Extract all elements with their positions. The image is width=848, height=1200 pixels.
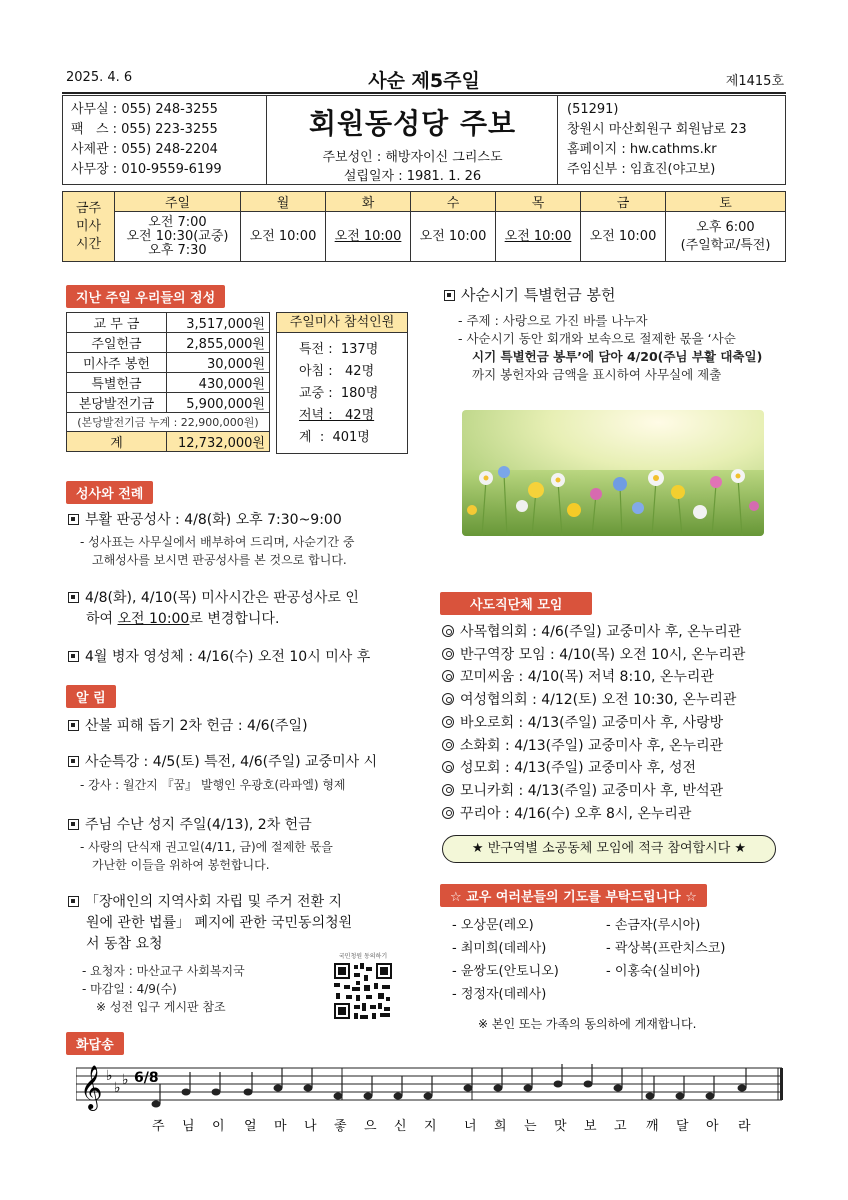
bullet-circle-icon: [442, 807, 454, 819]
tuesday-time: 오전 10:00: [326, 212, 411, 262]
pastor-name: 주임신부 : 임효진(야고보): [567, 162, 716, 177]
offering-label: 미사주 봉헌: [67, 353, 167, 373]
day-sunday: 주일: [115, 192, 241, 212]
lent-offering-body: [458, 312, 788, 384]
attendance-morning: 아침 : 42명: [299, 364, 375, 379]
lent-desc-line-3: 까지 봉헌자와 금액을 표시하여 사무실에 제출: [472, 367, 722, 382]
mass-schedule-table: [62, 191, 786, 262]
sacrament-item-3: [68, 647, 418, 668]
bullet-circle-icon: [442, 625, 454, 637]
offering-label: 특별헌금: [67, 373, 167, 393]
day-monday: 월: [241, 192, 326, 212]
notice-item-2-detail: [80, 776, 420, 794]
mass-change-post: 로 변경합니다.: [189, 611, 280, 627]
fasting-note-2: 가난한 이들을 위하여 봉헌합니다.: [92, 858, 270, 872]
table-row: [67, 313, 270, 333]
lyric-syllable: 마: [274, 1119, 287, 1134]
street-address: 창원시 마산회원구 회원남로 23: [567, 122, 747, 137]
sacrament-item-1: [68, 510, 418, 531]
lyric-syllable: 지: [424, 1119, 437, 1134]
attendance-total: 계 : 401명: [299, 430, 370, 445]
issue-date: 2025. 4. 6: [66, 70, 133, 85]
petition-line-1: 「장애인의 지역사회 자립 및 주거 전환 지: [85, 894, 343, 910]
list-item: - 곽상복(프란치스코): [606, 941, 726, 956]
psalm-notes: [152, 1064, 747, 1108]
lecture-speaker: - 강사 : 월간지 『꿈』 발행인 우광호(라파엘) 형제: [80, 778, 346, 792]
list-item: - 최미희(데레사): [452, 941, 547, 956]
spring-flowers-image: [462, 410, 764, 536]
petition-line-2: 원에 관한 법률」 폐지에 관한 국민동의청원: [86, 915, 353, 931]
group-meeting: 사목협의회 : 4/6(주일) 교중미사 후, 온누리관: [460, 624, 742, 640]
attendance-main: 교중 : 180명: [299, 386, 379, 401]
notice-item-1: [68, 716, 418, 737]
list-item: [442, 803, 787, 826]
lyric-syllable: 얼: [244, 1119, 257, 1134]
bullet-square-icon: [68, 651, 79, 662]
lyric-syllable: 님: [182, 1119, 195, 1134]
music-note: [524, 1085, 533, 1092]
lyric-syllable: 희: [494, 1119, 507, 1134]
lyric-syllable: 고: [614, 1119, 627, 1134]
fasting-note-1: - 사랑의 단식재 권고일(4/11, 금)에 절제한 몫을: [80, 840, 333, 854]
website[interactable]: 홈페이지 : hw.cathms.kr: [567, 142, 717, 157]
music-note: [274, 1085, 283, 1092]
psalm-music-staff: [76, 1058, 786, 1148]
bullet-circle-icon: [442, 761, 454, 773]
attendance-evening: 저녁 : 42명: [299, 408, 375, 423]
bullet-circle-icon: [442, 784, 454, 796]
treble-clef-icon: 𝄞: [80, 1065, 103, 1109]
prayer-heading: [440, 884, 707, 907]
group-meeting: 소화회 : 4/13(주일) 교중미사 후, 온누리관: [460, 737, 724, 754]
sacrament-item-1-detail: [80, 533, 420, 569]
offering-value: 30,000원: [167, 353, 270, 373]
bullet-square-icon: [68, 819, 79, 830]
lyric-syllable: 으: [364, 1119, 377, 1134]
music-note: [584, 1081, 593, 1088]
sick-communion: 4월 병자 영성체 : 4/16(수) 오전 10시 미사 후: [85, 649, 371, 665]
petition-line-3: 서 동참 요청: [86, 936, 163, 952]
bullet-square-icon: [444, 290, 455, 301]
wednesday-time: 오전 10:00: [411, 212, 496, 262]
mass-change-time: 오전 10:00: [117, 611, 190, 627]
parish-title: 회원동성당 주보: [308, 107, 517, 140]
lyric-syllable: 이: [212, 1119, 225, 1134]
attendance-heading: 주일미사 참석인원: [277, 313, 407, 333]
thursday-time: 오전 10:00: [496, 212, 581, 262]
prayer-list-right: [606, 914, 786, 983]
bullet-circle-icon: [442, 648, 454, 660]
notice-heading: [66, 685, 116, 708]
list-item: [442, 712, 787, 735]
music-note: [152, 1101, 161, 1108]
list-item: [442, 735, 787, 758]
group-meeting: 꼬미씨움 : 4/10(목) 저녁 8:10, 온누리관: [460, 669, 714, 686]
lent-heading-text: 사순시기 특별헌금 봉헌: [461, 286, 616, 304]
day-tuesday: 화: [326, 192, 411, 212]
lent-lecture: 사순특강 : 4/5(토) 특전, 4/6(주일) 교중미사 시: [85, 754, 378, 770]
masthead-box: [62, 95, 786, 185]
confession-detail-1: - 성사표는 사무실에서 배부하여 드리며, 사순기간 중: [80, 535, 355, 549]
notice-item-4-detail: [82, 962, 332, 1016]
table-row: [67, 413, 270, 432]
friday-time: 오전 10:00: [581, 212, 666, 262]
bullet-circle-icon: [442, 739, 454, 751]
music-note: [424, 1093, 433, 1100]
offering-value: 3,517,000원: [167, 313, 270, 333]
sacrament-heading: [66, 481, 153, 504]
offerings-heading-text: 지난 주일 우리들의 정성: [66, 285, 225, 308]
petition-reference: ※ 성전 입구 게시판 참조: [96, 1000, 226, 1014]
day-thursday: 목: [496, 192, 581, 212]
contact-list: [63, 96, 267, 184]
list-item: - 오상문(레오): [452, 918, 534, 933]
confession-schedule: 부활 판공성사 : 4/8(화) 오후 7:30~9:00: [85, 512, 342, 528]
lyric-syllable: 신: [394, 1119, 407, 1134]
group-meeting: 성모회 : 4/13(주일) 교중미사 후, 성전: [460, 760, 697, 777]
offerings-table: [66, 312, 270, 452]
mass-change-line-1: 4/8(화), 4/10(목) 미사시간은 판공성사로 인: [85, 590, 359, 606]
mass-schedule-label: 금주 미사 시간: [63, 192, 115, 262]
table-row: [67, 432, 270, 452]
notice-item-4: [68, 892, 418, 955]
table-row: [67, 393, 270, 413]
qr-label: 국민청원 동의하기: [338, 953, 388, 960]
bullet-square-icon: [68, 592, 79, 603]
bullet-circle-icon: [442, 693, 454, 705]
petition-deadline: - 마감일 : 4/9(수): [82, 982, 177, 996]
sacrament-item-2: [68, 588, 418, 630]
notice-item-3: [68, 815, 418, 836]
music-note: [182, 1089, 191, 1096]
notice-item-2: [68, 752, 428, 773]
lyric-syllable: 는: [524, 1119, 537, 1134]
lyric-syllable: 라: [738, 1119, 751, 1134]
founded-date: 설립일자 : 1981. 1. 26: [343, 169, 482, 184]
notice-item-3-detail: [80, 838, 420, 874]
group-meeting: 여성협의회 : 4/12(토) 오전 10:30, 온누리관: [460, 692, 737, 709]
contact-office: 사무실 : 055) 248-3255: [71, 102, 218, 117]
group-meeting: 꾸리아 : 4/16(수) 오후 8시, 온누리관: [460, 805, 692, 822]
small-community-banner: ★ 반구역별 소공동체 모임에 적극 참여합시다 ★: [442, 835, 776, 863]
lyric-syllable: 맛: [554, 1119, 567, 1134]
groups-list: [442, 621, 787, 825]
top-line: [62, 68, 786, 90]
lyric-syllable: 달: [676, 1119, 689, 1134]
saturday-time-2: (주일학교/특전): [680, 237, 771, 253]
qr-code-icon[interactable]: [332, 961, 394, 1021]
time-signature: 6/8: [134, 1070, 159, 1086]
groups-heading-text: 사도직단체 모임: [440, 592, 592, 615]
music-note: [364, 1093, 373, 1100]
list-item: [442, 666, 787, 689]
top-rule: [62, 92, 786, 94]
music-note: [494, 1085, 503, 1092]
day-friday: 금: [581, 192, 666, 212]
contact-secretary: 사무장 : 010-9559-6199: [71, 162, 222, 177]
list-item: [442, 780, 787, 803]
bullet-square-icon: [68, 896, 79, 907]
list-item: [442, 757, 787, 780]
music-note: [244, 1089, 253, 1096]
prayer-list-left: [452, 914, 602, 1006]
wildfire-collection: 산불 피해 돕기 2차 헌금 : 4/6(주일): [85, 718, 308, 734]
day-wednesday: 수: [411, 192, 496, 212]
psalm-heading: [66, 1032, 124, 1055]
psalm-lyrics: [152, 1118, 751, 1134]
issue-number: 제1415호: [725, 74, 784, 89]
monday-time: 오전 10:00: [241, 212, 326, 262]
lent-theme: - 주제 : 사랑으로 가진 바를 나누자: [458, 313, 648, 328]
offering-value: 430,000원: [167, 373, 270, 393]
lyric-syllable: 보: [584, 1119, 597, 1134]
development-fund-note: (본당발전기금 누계 : 22,900,000원): [67, 413, 270, 432]
table-row: [67, 373, 270, 393]
offering-label: 본당발전기금: [67, 393, 167, 413]
palm-sunday-collection: 주님 수난 성지 주일(4/13), 2차 헌금: [85, 817, 312, 833]
table-row: [67, 333, 270, 353]
zip-code: (51291): [567, 102, 619, 117]
lyric-syllable: 너: [464, 1119, 477, 1134]
psalm-heading-text: 화답송: [66, 1032, 124, 1055]
sacrament-heading-text: 성사와 전례: [66, 481, 153, 504]
day-saturday: 토: [666, 192, 786, 212]
lent-offering-title: [444, 285, 615, 306]
music-note: [212, 1089, 221, 1096]
mass-change-pre: 하여: [86, 611, 118, 627]
saturday-time-1: 오후 6:00: [696, 219, 755, 235]
flat-icon: ♭: [122, 1072, 129, 1088]
lyric-syllable: 주: [152, 1119, 165, 1134]
attendance-box: [276, 312, 408, 454]
bullet-circle-icon: [442, 716, 454, 728]
total-value: 12,732,000원: [167, 432, 270, 452]
petition-requester: - 요청자 : 마산교구 사회복지국: [82, 964, 245, 978]
flat-icon: ♭: [106, 1068, 113, 1084]
prayer-heading-text: ☆ 교우 여러분들의 기도를 부탁드립니다 ☆: [440, 884, 707, 907]
list-item: [442, 689, 787, 712]
offering-value: 2,855,000원: [167, 333, 270, 353]
confession-detail-2: 고해성사를 보시면 판공성사를 본 것으로 합니다.: [92, 553, 347, 567]
music-note: [614, 1085, 623, 1092]
notice-heading-text: 알 림: [66, 685, 116, 708]
music-note: [706, 1093, 715, 1100]
list-item: [442, 621, 787, 644]
group-meeting: 반구역장 모임 : 4/10(목) 오전 10시, 온누리관: [460, 646, 746, 663]
sunday-time-3: 오후 7:30: [148, 242, 207, 258]
contact-rectory: 사제관 : 055) 248-2204: [71, 142, 218, 157]
list-item: - 손금자(루시아): [606, 918, 701, 933]
offering-label: 교 무 금: [67, 313, 167, 333]
sunday-times: [115, 212, 241, 262]
list-item: - 윤쌍도(안토니오): [452, 964, 559, 979]
offering-value: 5,900,000원: [167, 393, 270, 413]
bullet-square-icon: [68, 756, 79, 767]
lent-desc-line-1: - 사순시기 동안 회개와 보속으로 절제한 몫을 ‘사순: [458, 331, 736, 346]
group-meeting: 바오로회 : 4/13(주일) 교중미사 후, 사랑방: [460, 714, 724, 731]
list-item: - 이홍숙(실비아): [606, 964, 701, 979]
sunday-time-2: 오전 10:30(교중): [126, 228, 229, 244]
liturgical-week: 사순 제5주일: [368, 70, 480, 92]
table-row: [67, 353, 270, 373]
groups-heading: [440, 592, 592, 615]
bullet-circle-icon: [442, 670, 454, 682]
petition-qr-block[interactable]: [332, 952, 394, 1022]
music-note: [554, 1081, 563, 1088]
bullet-square-icon: [68, 720, 79, 731]
masthead-center: [268, 96, 558, 184]
lyric-syllable: 나: [304, 1119, 317, 1134]
music-note: [304, 1085, 313, 1092]
sunday-time-1: 오전 7:00: [148, 214, 207, 230]
music-note: [646, 1093, 655, 1100]
music-note: [738, 1085, 747, 1092]
list-item: [442, 644, 787, 667]
group-meeting: 모니카회 : 4/13(주일) 교중미사 후, 반석관: [460, 782, 724, 799]
music-note: [334, 1093, 343, 1100]
saturday-times: [666, 212, 786, 262]
flat-icon: ♭: [114, 1080, 121, 1096]
patron-saint: 주보성인 : 해방자이신 그리스도: [322, 150, 503, 165]
prayer-consent-note: ※ 본인 또는 가족의 동의하에 게재합니다.: [478, 1017, 697, 1031]
offering-label: 주일헌금: [67, 333, 167, 353]
list-item: - 정정자(데레사): [452, 987, 547, 1002]
address-block: [563, 96, 785, 184]
total-label: 계: [67, 432, 167, 452]
lyric-syllable: 깨: [646, 1119, 659, 1134]
lyric-syllable: 아: [706, 1119, 719, 1134]
music-note: [464, 1085, 473, 1092]
lyric-syllable: 좋: [334, 1119, 347, 1134]
music-note: [676, 1093, 685, 1100]
contact-fax: 팩 스 : 055) 223-3255: [71, 122, 218, 137]
offerings-heading: [66, 285, 225, 308]
bullet-square-icon: [68, 514, 79, 525]
lent-desc-line-2: 시기 특별헌금 봉투’에 담아 4/20(주님 부활 대축일): [472, 349, 763, 364]
music-note: [394, 1093, 403, 1100]
attendance-vigil: 특전 : 137명: [299, 342, 379, 357]
